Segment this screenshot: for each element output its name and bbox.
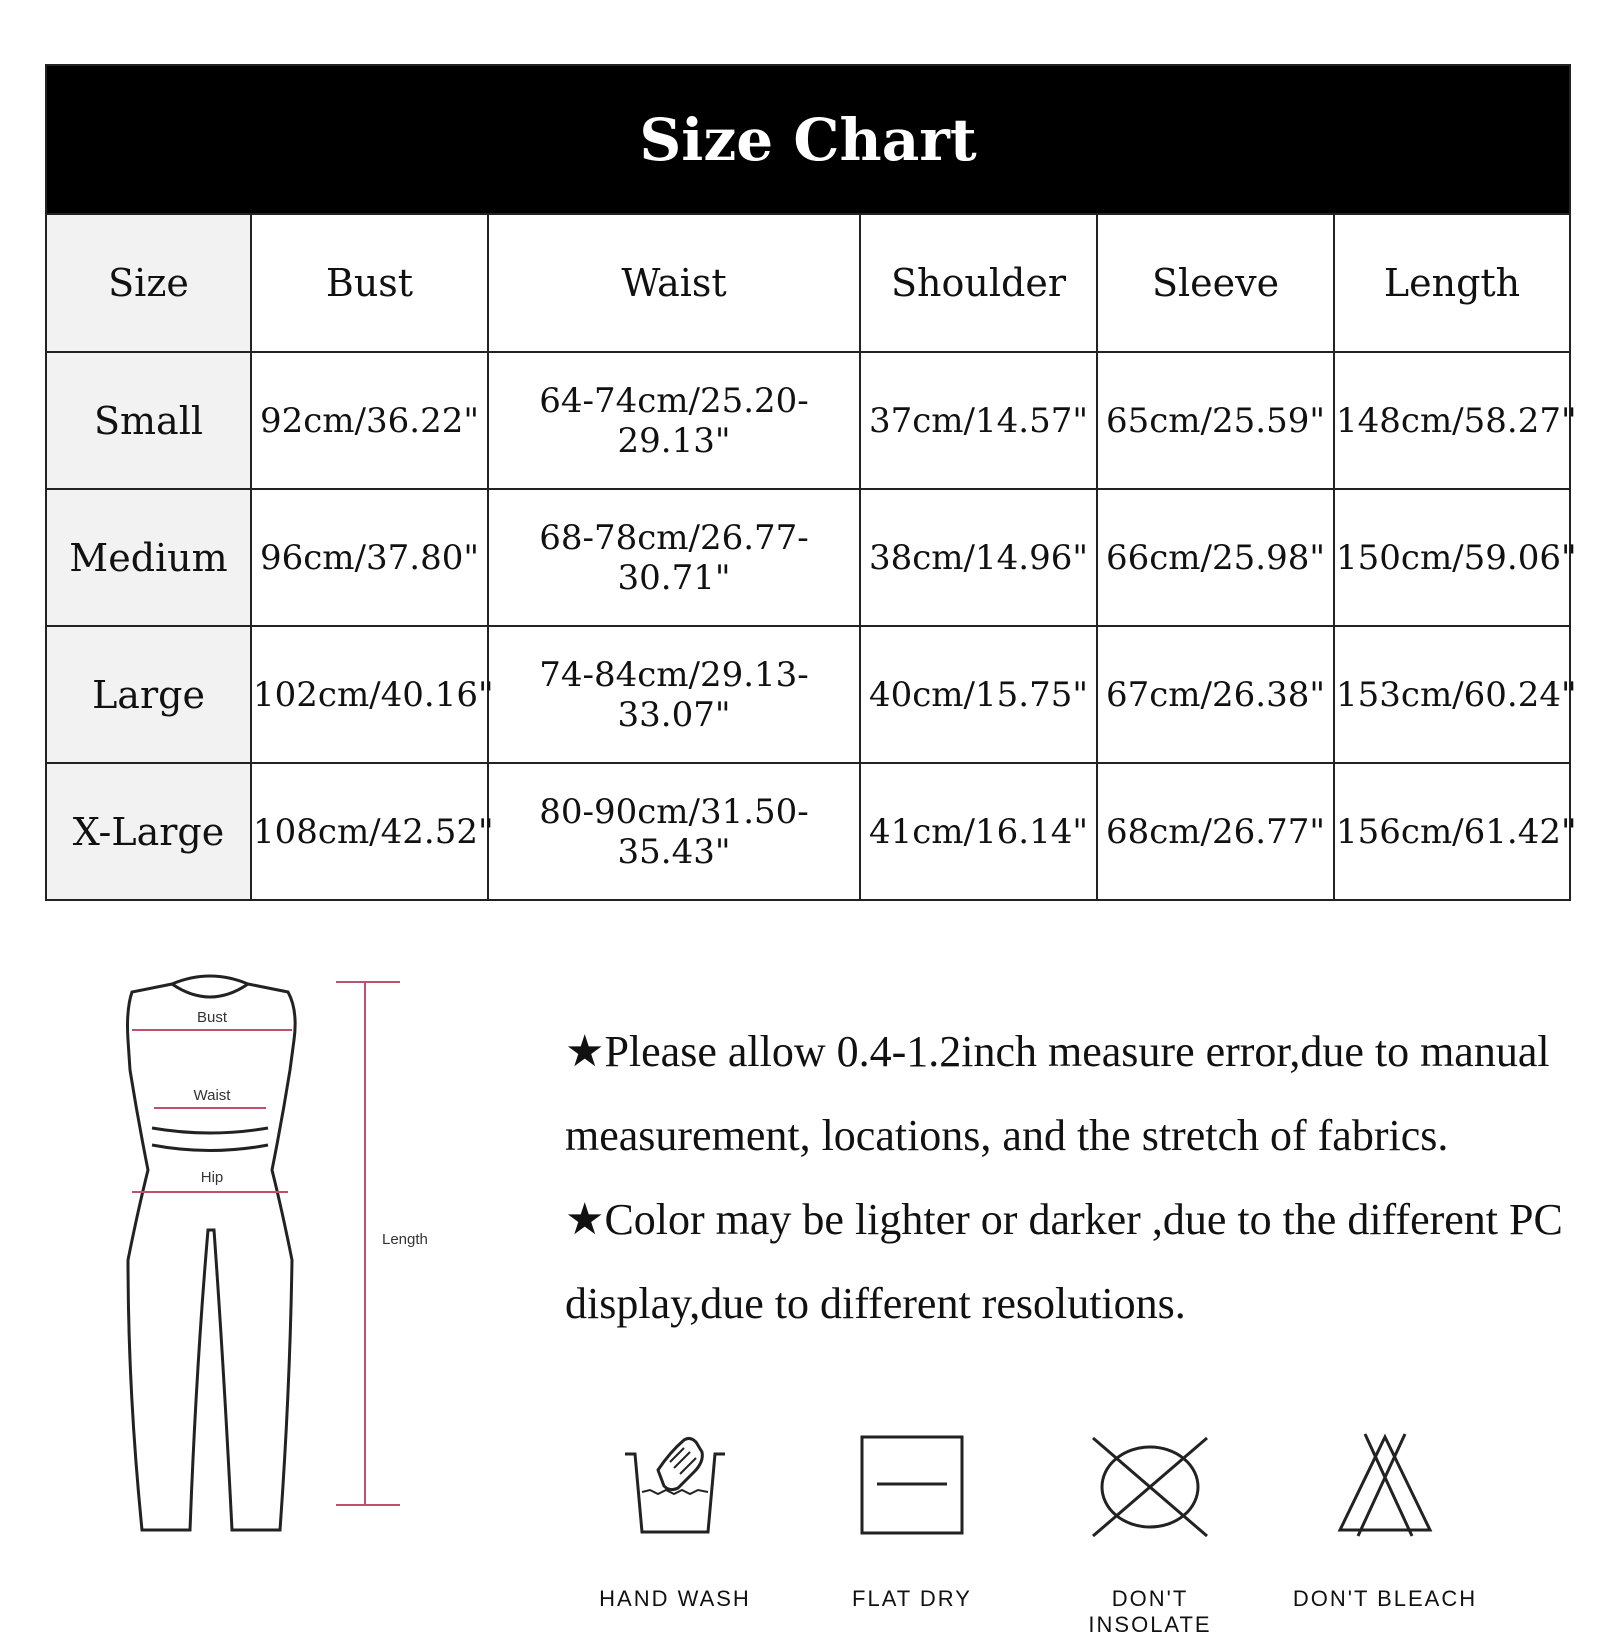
waist-cell: 80-90cm/31.50-35.43" bbox=[488, 763, 860, 900]
table-row-large bbox=[46, 626, 1570, 763]
table-row-medium bbox=[46, 489, 1570, 626]
notes bbox=[565, 1010, 1565, 1346]
bust-cell: 102cm/40.16" bbox=[251, 626, 488, 763]
size-chart-table bbox=[45, 64, 1577, 901]
size-label: X-Large bbox=[46, 763, 251, 900]
table-row-small bbox=[46, 352, 1570, 489]
bust-cell: 92cm/36.22" bbox=[251, 352, 488, 489]
shoulder-cell: 41cm/16.14" bbox=[860, 763, 1097, 900]
note-color: ★Color may be lighter or darker ,due to the different PC display,due to different resolutions. bbox=[565, 1195, 1563, 1328]
sleeve-cell: 67cm/26.38" bbox=[1097, 626, 1334, 763]
shoulder-cell: 37cm/14.57" bbox=[860, 352, 1097, 489]
column-header-size: Size bbox=[46, 214, 251, 352]
care-label: DON'T INSOLATE bbox=[1088, 1586, 1212, 1637]
dont-insolate-icon bbox=[1085, 1432, 1215, 1542]
header-row bbox=[46, 214, 1570, 352]
note-measure-error: ★Please allow 0.4-1.2inch measure error,due to manual measurement, locations, and the stretch of fabrics. bbox=[565, 1027, 1550, 1160]
care-label: HAND WASH bbox=[599, 1586, 751, 1611]
size-label: Large bbox=[46, 626, 251, 763]
care-flat-dry bbox=[812, 1432, 1012, 1612]
column-header-sleeve: Sleeve bbox=[1097, 214, 1334, 352]
length-label: Length bbox=[382, 1231, 428, 1248]
garment-outline bbox=[128, 976, 296, 1530]
jumpsuit-outline-illustration bbox=[100, 970, 480, 1570]
bust-label: Bust bbox=[196, 1009, 228, 1026]
hip-label: Hip bbox=[200, 1169, 224, 1186]
waistband-bottom bbox=[152, 1145, 268, 1151]
shoulder-cell: 38cm/14.96" bbox=[860, 489, 1097, 626]
waist-label: Waist bbox=[193, 1087, 231, 1104]
column-header-length: Length bbox=[1334, 214, 1570, 352]
care-dont-insolate bbox=[1050, 1432, 1250, 1638]
care-label: DON'T BLEACH bbox=[1292, 1586, 1478, 1611]
measurement-figure bbox=[100, 970, 480, 1570]
waistband-top bbox=[152, 1128, 268, 1133]
sleeve-cell: 66cm/25.98" bbox=[1097, 489, 1334, 626]
column-header-shoulder: Shoulder bbox=[860, 214, 1097, 352]
sleeve-cell: 65cm/25.59" bbox=[1097, 352, 1334, 489]
hand-wash-icon bbox=[610, 1432, 740, 1542]
bust-cell: 108cm/42.52" bbox=[251, 763, 488, 900]
chart-title: Size Chart bbox=[46, 65, 1570, 214]
length-cell: 156cm/61.42" bbox=[1334, 763, 1570, 900]
care-hand-wash bbox=[575, 1432, 775, 1612]
size-label: Small bbox=[46, 352, 251, 489]
column-header-bust: Bust bbox=[251, 214, 488, 352]
length-cell: 148cm/58.27" bbox=[1334, 352, 1570, 489]
bust-cell: 96cm/37.80" bbox=[251, 489, 488, 626]
care-dont-bleach bbox=[1285, 1432, 1485, 1612]
waist-cell: 64-74cm/25.20-29.13" bbox=[488, 352, 860, 489]
column-header-waist: Waist bbox=[488, 214, 860, 352]
length-cell: 153cm/60.24" bbox=[1334, 626, 1570, 763]
dont-bleach-icon bbox=[1330, 1432, 1440, 1542]
neckline bbox=[172, 984, 248, 997]
shoulder-cell: 40cm/15.75" bbox=[860, 626, 1097, 763]
waist-cell: 74-84cm/29.13-33.07" bbox=[488, 626, 860, 763]
sleeve-cell: 68cm/26.77" bbox=[1097, 763, 1334, 900]
table-row-x-large bbox=[46, 763, 1570, 900]
waist-cell: 68-78cm/26.77-30.71" bbox=[488, 489, 860, 626]
care-label: FLAT DRY bbox=[852, 1586, 972, 1611]
length-cell: 150cm/59.06" bbox=[1334, 489, 1570, 626]
size-label: Medium bbox=[46, 489, 251, 626]
flat-dry-icon bbox=[857, 1432, 967, 1542]
